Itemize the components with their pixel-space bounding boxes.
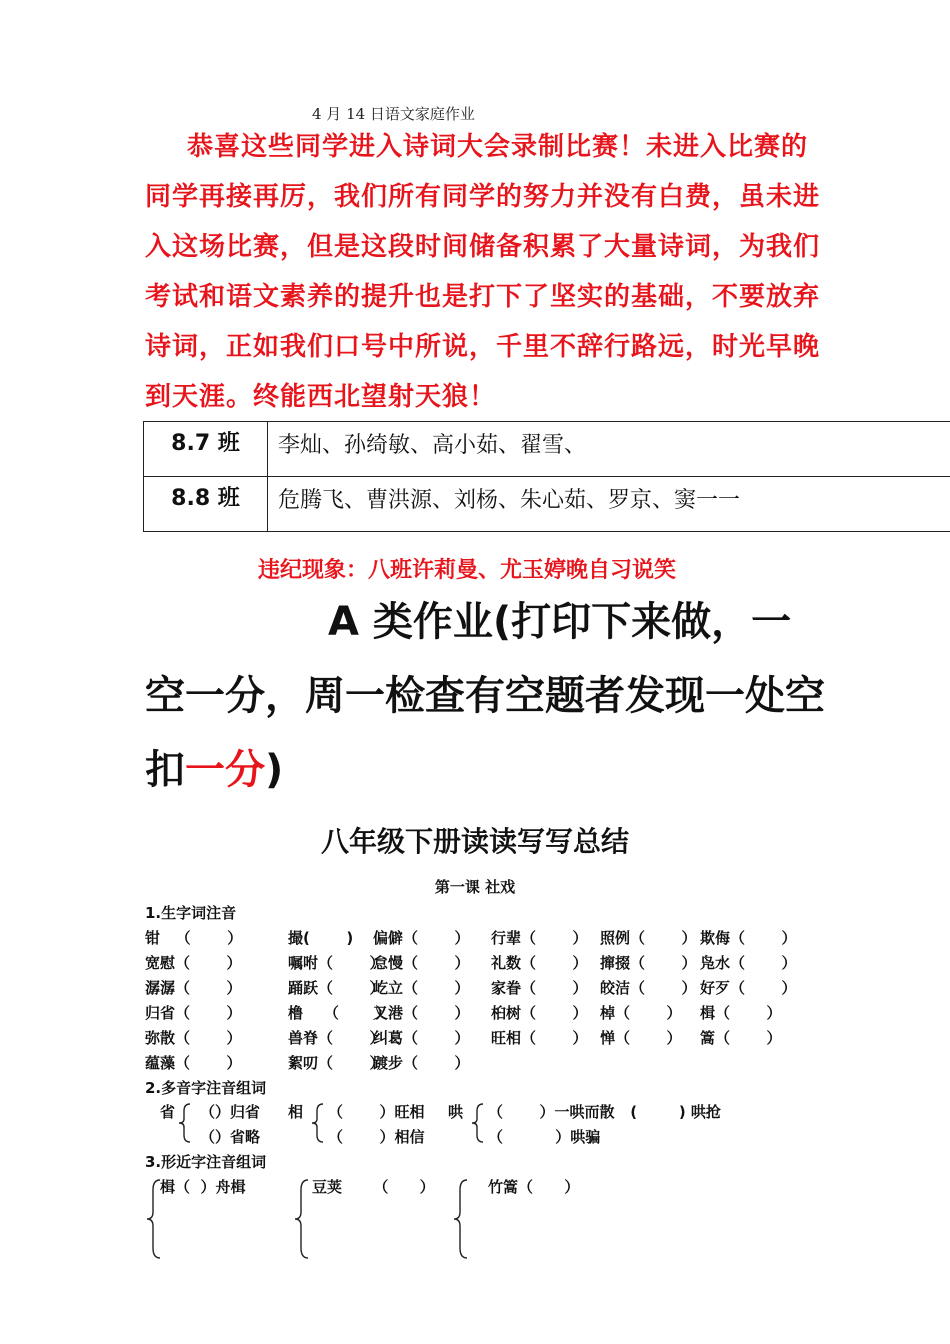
vocab-item: 家眷（ ） (491, 979, 588, 997)
vocab-item: 宽慰（ ） (145, 954, 242, 972)
brace-icon (177, 1102, 193, 1144)
vocab-item: 偏僻（ ） (373, 929, 470, 947)
vocab-item: 橹 （ ） (288, 1004, 391, 1022)
polyphone-line: （ ）相信 (328, 1128, 425, 1146)
vocab-row (145, 1002, 845, 1027)
class-name: 8.7 班 (144, 422, 268, 477)
vocab-item: 叉港（ ） (373, 1004, 470, 1022)
brace-icon (293, 1178, 311, 1260)
vocab-item: 楫（ ） (700, 1004, 782, 1022)
vocab-item: 礼数（ ） (491, 954, 588, 972)
vocab-row (145, 977, 845, 1002)
class-name: 8.8 班 (144, 477, 268, 532)
polyphone-char: 省 (160, 1103, 176, 1121)
vocab-item: 弥散（ ） (145, 1029, 242, 1047)
vocab-item: 撮( ) (288, 929, 354, 947)
vocab-item: 钳 （ ） (145, 929, 243, 947)
similar-item: 楫（ ）舟楫 (160, 1178, 246, 1196)
document-title: 4 月 14 日语文家庭作业 (312, 105, 475, 123)
vocab-item: 欺侮（ ） (700, 929, 797, 947)
vocab-item: 纠葛（ ） (373, 1029, 470, 1047)
student-names: 危腾飞、曹洪源、刘杨、朱心茹、罗京、窦一一 (268, 477, 950, 532)
vocab-item: 蕴藻（ ） (145, 1054, 242, 1072)
homework-penalty: 一分 (185, 747, 265, 793)
vocab-item: 絮叨（ ） (288, 1054, 385, 1072)
homework-close: ) (265, 747, 284, 793)
polyphone-line: （ ）哄骗 (488, 1128, 601, 1146)
vocab-row (145, 1052, 845, 1077)
table-row (144, 422, 950, 477)
polyphone-char: 相 (288, 1103, 304, 1121)
vocab-item: 旺相（ ） (491, 1029, 588, 1047)
vocab-item: 嘱咐（ ） (288, 954, 385, 972)
vocab-item: 棹（ ） (600, 1004, 682, 1022)
polyphone-line: （ ）一哄而散 ( ) 哄抢 (488, 1103, 721, 1121)
vocab-item: 篙（ ） (700, 1029, 782, 1047)
vocab-item: 凫水（ ） (700, 954, 797, 972)
student-names: 李灿、孙绮敏、高小茹、翟雪、 (268, 422, 950, 477)
vocab-item: 好歹（ ） (700, 979, 797, 997)
vocab-item: 屹立（ ） (373, 979, 470, 997)
vocab-item: 行辈（ ） (491, 929, 588, 947)
vocab-item: 潺潺（ ） (145, 979, 242, 997)
section-similar-heading: 3.形近字注音组词 (145, 1153, 267, 1171)
polyphone-line: （）归省 (200, 1103, 261, 1121)
brace-icon (310, 1102, 326, 1144)
polyphone-char: 哄 (448, 1103, 464, 1121)
section-vocab-heading: 1.生字词注音 (145, 904, 237, 922)
vocab-item: 兽脊（ ） (288, 1029, 385, 1047)
homework-instructions (145, 585, 825, 807)
vocab-row (145, 952, 845, 977)
polyphone-line: （）省略 (200, 1128, 261, 1146)
polyphone-line: （ ）旺相 (328, 1103, 425, 1121)
violation-notice: 违纪现象：八班许莉曼、尤玉婷晚自习说笑 (258, 558, 677, 583)
brace-icon (452, 1178, 470, 1260)
lesson-title: 第一课 社戏 (434, 878, 516, 896)
homework-text: A 类作业(打印下来做，一空一分，周一检查有空题者发现一处空扣 (145, 599, 825, 793)
brace-icon (470, 1102, 486, 1144)
vocab-item: 照例（ ） (600, 929, 697, 947)
vocab-item: 怠慢（ ） (373, 954, 470, 972)
summary-title: 八年级下册读读写写总结 (320, 825, 629, 858)
vocab-item: 惮（ ） (600, 1029, 682, 1047)
similar-item: 竹篙（ ） (488, 1178, 580, 1196)
vocab-item: 踱步（ ） (373, 1054, 470, 1072)
vocab-item: 桕树（ ） (491, 1004, 588, 1022)
vocab-item: 归省（ ） (145, 1004, 242, 1022)
announcement-body: 恭喜这些同学进入诗词大会录制比赛！未进入比赛的同学再接再厉，我们所有同学的努力并没有白费，虽未进入这场比赛，但是这段时间储备积累了大量诗词，为我们考试和语文素养的提升也是打下了坚实的基础，不要放弃诗词，正如我们口号中所说，千里不辞行路远，时光早晚到天涯。终能西北望射天狼！ (145, 132, 821, 412)
section-polyphone-heading: 2.多音字注音组词 (145, 1079, 267, 1097)
table-row (144, 477, 950, 532)
announcement-text (145, 122, 825, 422)
vocab-row (145, 927, 845, 952)
vocab-item: 踊跃（ ） (288, 979, 385, 997)
class-list-table (143, 421, 950, 532)
vocab-item: 撺掇（ ） (600, 954, 697, 972)
vocab-item: 皎洁（ ） (600, 979, 697, 997)
vocab-row (145, 1027, 845, 1052)
similar-item: 豆荚 （ ） (312, 1178, 435, 1196)
